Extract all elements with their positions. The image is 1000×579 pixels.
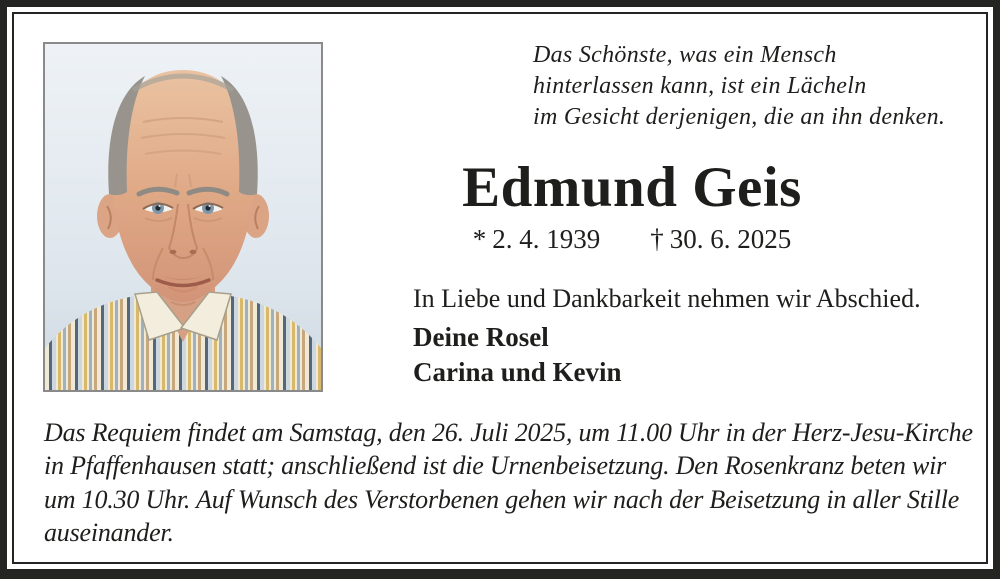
birth-star-symbol: * xyxy=(472,224,487,254)
mourner-line-2: Carina und Kevin xyxy=(413,357,622,387)
mourners-block xyxy=(413,320,622,390)
death-date xyxy=(650,224,791,255)
deceased-name: Edmund Geis xyxy=(462,156,802,219)
portrait-photo xyxy=(43,42,323,392)
notice-line-3: um 10.30 Uhr. Auf Wunsch des Verstorbenen gehen wir nach der Beisetzung in aller Stille xyxy=(44,484,960,514)
birth-date xyxy=(473,224,601,255)
funeral-notice xyxy=(44,416,979,550)
mourner-line-1: Deine Rosel xyxy=(413,322,549,352)
notice-line-1: Das Requiem findet am Samstag, den 26. Juli 2025, um 11.00 Uhr in der Herz-Jesu-Kirche xyxy=(44,418,973,447)
notice-line-4: auseinander. xyxy=(44,518,174,548)
life-dates xyxy=(307,224,957,255)
death-date-value: 30. 6. 2025 xyxy=(669,224,792,254)
memorial-quote xyxy=(533,40,945,133)
birth-date-value: 2. 4. 1939 xyxy=(492,224,601,254)
quote-line-1: Das Schönste, was ein Mensch xyxy=(533,42,837,68)
quote-line-3: im Gesicht derjenigen, die an ihn denken. xyxy=(533,104,946,130)
notice-line-2: in Pfaffenhausen statt; anschließend ist die Urnenbeisetzung. Den Rosenkranz beten wir xyxy=(44,451,947,481)
farewell-text: In Liebe und Dankbarkeit nehmen wir Abschied. xyxy=(413,284,921,313)
quote-line-2: hinterlassen kann, ist ein Lächeln xyxy=(533,73,867,99)
death-cross-symbol: † xyxy=(650,224,664,254)
portrait-illustration xyxy=(45,44,321,390)
